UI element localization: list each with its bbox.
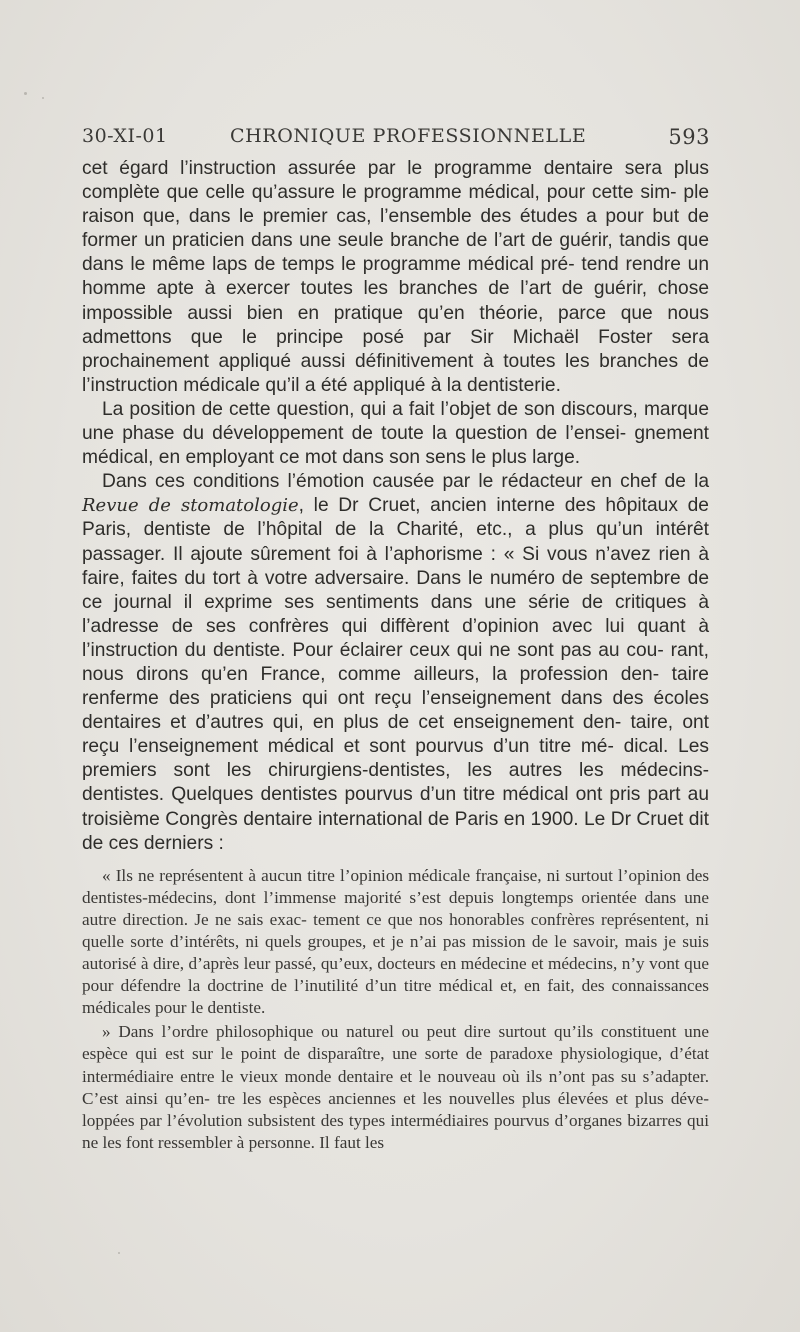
- paragraph-2: [82, 398, 709, 470]
- text-line: « Ils ne représentent à aucun titre l’opinion médicale française, ni: [102, 865, 561, 885]
- text-line: et médecins, n’y vont que pour défendre la doctrine de l’inutilité d’un: [82, 954, 710, 996]
- text-line: large.: [532, 447, 581, 469]
- text-line: depuis longtemps orientée dans une autre direction. Je ne sais exac-: [82, 887, 710, 929]
- text-line: surtout l’opinion des dentistes-médecins, dont l’immense majorité s’est: [82, 865, 710, 907]
- text-line: faire, faites du tort à votre adversaire. Dans le numéro de septembre: [82, 567, 681, 589]
- dust-speck: [118, 1252, 120, 1254]
- text-line: cet égard l’instruction assurée par le programme dentaire sera plus: [82, 158, 709, 179]
- text-line: l’instruction du dentiste. Pour éclairer ceux qui ne sont pas au cou-: [82, 639, 664, 661]
- text-line: de Paris, dentiste de l’hôpital de la Charité, etc., a plus qu’un intérêt: [82, 495, 709, 541]
- text-line: guérir, chose impossible aussi bien en pratique qu’en théorie, parce: [82, 278, 709, 324]
- text-line: tement ce que nos honorables confrères représentent, ni quelle sorte: [82, 909, 710, 951]
- text-line: taire renferme des praticiens qui ont reçu l’enseignement dans des: [82, 663, 709, 710]
- text-line: tre les espèces anciennes et les nouvelles plus élevées et plus déve-: [217, 1088, 710, 1108]
- text-line: médecins-dentistes. Quelques dentistes pourvus d’un titre médical: [82, 760, 709, 806]
- quote-paragraph-1: [82, 865, 709, 1020]
- text-line: l’adresse de ses confrères qui diffèrent d’opinion avec lui quant à: [82, 615, 709, 637]
- text-line: loppées par l’évolution subsistent des types intermédiaires pourvus: [82, 1110, 550, 1130]
- text-line: tend rendre un homme apte à exercer toutes les branches de l’art de: [82, 254, 709, 300]
- paragraph-3: [82, 470, 709, 856]
- paragraph-1: [82, 157, 709, 398]
- text-line: en 1900. Le Dr Cruet dit de ces derniers :: [82, 808, 709, 854]
- text-line: La position de cette question, qui a fait l’objet de son discours,: [102, 398, 638, 420]
- running-header: [82, 125, 710, 155]
- dust-speck: [42, 97, 44, 99]
- journal-name: Revue de stomatologie: [82, 495, 299, 517]
- text-line: Dans ces conditions l’émotion causée par le rédacteur en chef de: [102, 471, 686, 493]
- header-date: 30-XI-01: [82, 125, 168, 147]
- text-line: titre médical et, en fait, des connaissances médicales pour le dentiste.: [82, 976, 709, 1018]
- text-line: constituent une espèce qui est sur le point de disparaître, une sorte: [82, 1022, 709, 1064]
- text-line: ont pris part au troisième Congrès dentaire international de Paris: [82, 784, 709, 830]
- text-line: gnement médical, en employant ce mot dans son sens le plus: [82, 423, 709, 469]
- text-line: de ce journal il exprime ses sentiments dans une série de critiques à: [82, 567, 709, 613]
- text-line: dentaire et le nouveau où ils n’ont pas su s’adapter. C’est ainsi qu’en-: [82, 1066, 710, 1108]
- dust-speck: [24, 92, 27, 95]
- text-line: d’intérêts, ni quels groupes, et je n’ai pas mission de le savoir, mais je: [169, 932, 676, 951]
- text-line: ple raison que, dans le premier cas, l’ensemble des études a pour but: [82, 182, 710, 228]
- text-line: suis autorisé à dire, d’après leur passé, qu’eux, docteurs en médecine: [82, 932, 709, 974]
- text-line: taire, ont reçu l’enseignement médical et sont pourvus d’un titre mé-: [82, 712, 709, 758]
- text-line: rant, nous dirons qu’en France, comme ailleurs, la profession den-: [82, 639, 709, 685]
- text-line: d’organes bizarres qui ne les font ressembler à personne. Il faut les: [82, 1110, 709, 1152]
- text-fragment: la: [694, 471, 709, 493]
- text-line: l’instruction médicale qu’il a été appliqué à la dentisterie.: [82, 374, 561, 396]
- page-body: [82, 157, 709, 1154]
- page-number: 593: [668, 125, 710, 149]
- text-fragment: , le Dr Cruet, ancien interne des hôpitaux: [298, 495, 678, 517]
- text-line: prochainement appliqué aussi définitivement à toutes les branches de: [82, 350, 709, 372]
- text-line: de former un praticien dans une seule branche de l’art de guérir,: [82, 206, 709, 252]
- text-line: passager. Il ajoute sûrement foi à l’aphorisme : « Si vous n’avez rien à: [82, 543, 709, 565]
- text-line: » Dans l’ordre philosophique ou naturel ou peut dire surtout qu’ils: [102, 1022, 594, 1042]
- text-line: complète que celle qu’assure le programme médical, pour cette sim-: [82, 182, 677, 204]
- text-line: dical. Les premiers sont les chirurgiens-dentistes, les autres les: [82, 736, 709, 782]
- text-line: de paradoxe physiologique, d’état intermédiaire entre le vieux monde: [82, 1044, 709, 1086]
- text-line: que nous admettons que le principe posé par Sir Michaël Foster sera: [82, 302, 709, 348]
- text-line: écoles dentaires et d’autres qui, en plus de cet enseignement den-: [82, 688, 709, 734]
- header-title: CHRONIQUE PROFESSIONNELLE: [230, 125, 587, 147]
- text-line: tandis que dans le même laps de temps le programme médical pré-: [82, 230, 709, 276]
- text-line: marque une phase du développement de toute la question de l’ensei-: [82, 398, 709, 445]
- quote-paragraph-2: [82, 1021, 709, 1154]
